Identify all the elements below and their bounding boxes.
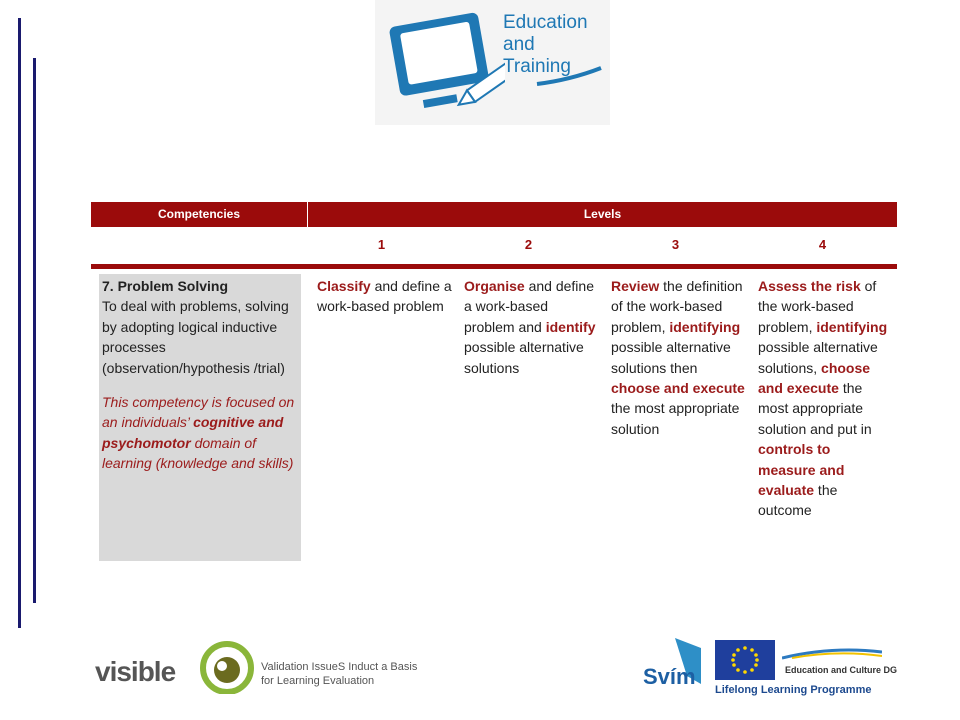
education-training-logo [375,0,610,125]
computer-pencil-icon [375,0,505,125]
level-1-description [317,276,455,317]
body-text: the outcome [758,482,838,519]
body-text: and define a work-based problem [317,278,452,315]
logo-swoosh-icon [535,60,605,90]
level-3-description [611,276,749,439]
body-text: and define a work-based problem and [464,278,594,335]
header-competencies: Competencies [91,202,308,227]
competency-cell [99,274,301,561]
note-part-1: This competency is focused on an individuals’ [102,394,295,431]
emphasis-text: choose and execute [758,359,871,397]
table-header [91,202,897,227]
emphasis-text: choose and execute [611,380,745,397]
lifelong-learning-programme: Lifelong Learning Programme [715,684,872,696]
body-text: the most appropriate solution and put in [758,380,872,437]
level-number-2: 2 [524,237,533,252]
emphasis-text: Organise [464,278,525,294]
visible-desc-line-1: Validation IssueS Induct a Basis [261,661,418,673]
body-text: the most appropriate solution [611,400,740,437]
competency-title: 7. Problem Solving [102,278,229,294]
note-part-3: domain of learning (knowledge and skills) [102,434,294,472]
svim-logo-word: Svím [643,664,696,689]
level-number-1: 1 [377,237,386,252]
body-text: of the work-based problem, [758,278,877,335]
visible-logo-word: visible [95,656,176,687]
body-text: possible alternative solutions then [611,339,731,376]
emphasis-text: Assess the risk [758,278,861,294]
visible-swirl-icon [199,638,255,694]
level-numbers-row [91,227,897,263]
emphasis-text: identifying [816,318,888,335]
logo-line-2: and [503,34,535,55]
body-text: the definition of the work-based problem, [611,278,743,335]
education-culture-swoosh-icon [782,646,882,660]
svim-logo [643,636,705,698]
competency-note [102,392,298,474]
education-culture-dg: Education and Culture DG [785,665,898,675]
visible-logo [95,638,425,698]
emphasis-text: identifying [669,318,741,335]
level-number-4: 4 [818,237,827,252]
header-levels: Levels [583,207,622,221]
body-text: possible alternative solutions [464,339,584,376]
emphasis-text: Classify [317,278,371,294]
emphasis-text: identify [545,318,596,335]
visible-description [261,660,417,688]
header-divider [91,264,897,269]
level-4-description [758,276,890,521]
logo-line-3: Training [503,56,571,77]
level-2-description [464,276,602,378]
logo-line-1: Education [503,12,588,33]
left-vertical-line-inner [33,58,36,603]
eu-flag-icon [715,640,775,680]
note-part-2: cognitive and psychomotor [102,414,284,451]
left-vertical-line-outer [18,18,21,628]
emphasis-text: controls to measure and evaluate [758,441,845,499]
emphasis-text: Review [611,278,660,294]
level-number-3: 3 [671,237,680,252]
visible-desc-line-2: for Learning Evaluation [261,675,375,687]
competency-description: To deal with problems, solving by adopting logical inductive processes (observation/hypothesis /trial) [102,298,289,376]
body-text: possible alternative solutions, [758,339,878,376]
